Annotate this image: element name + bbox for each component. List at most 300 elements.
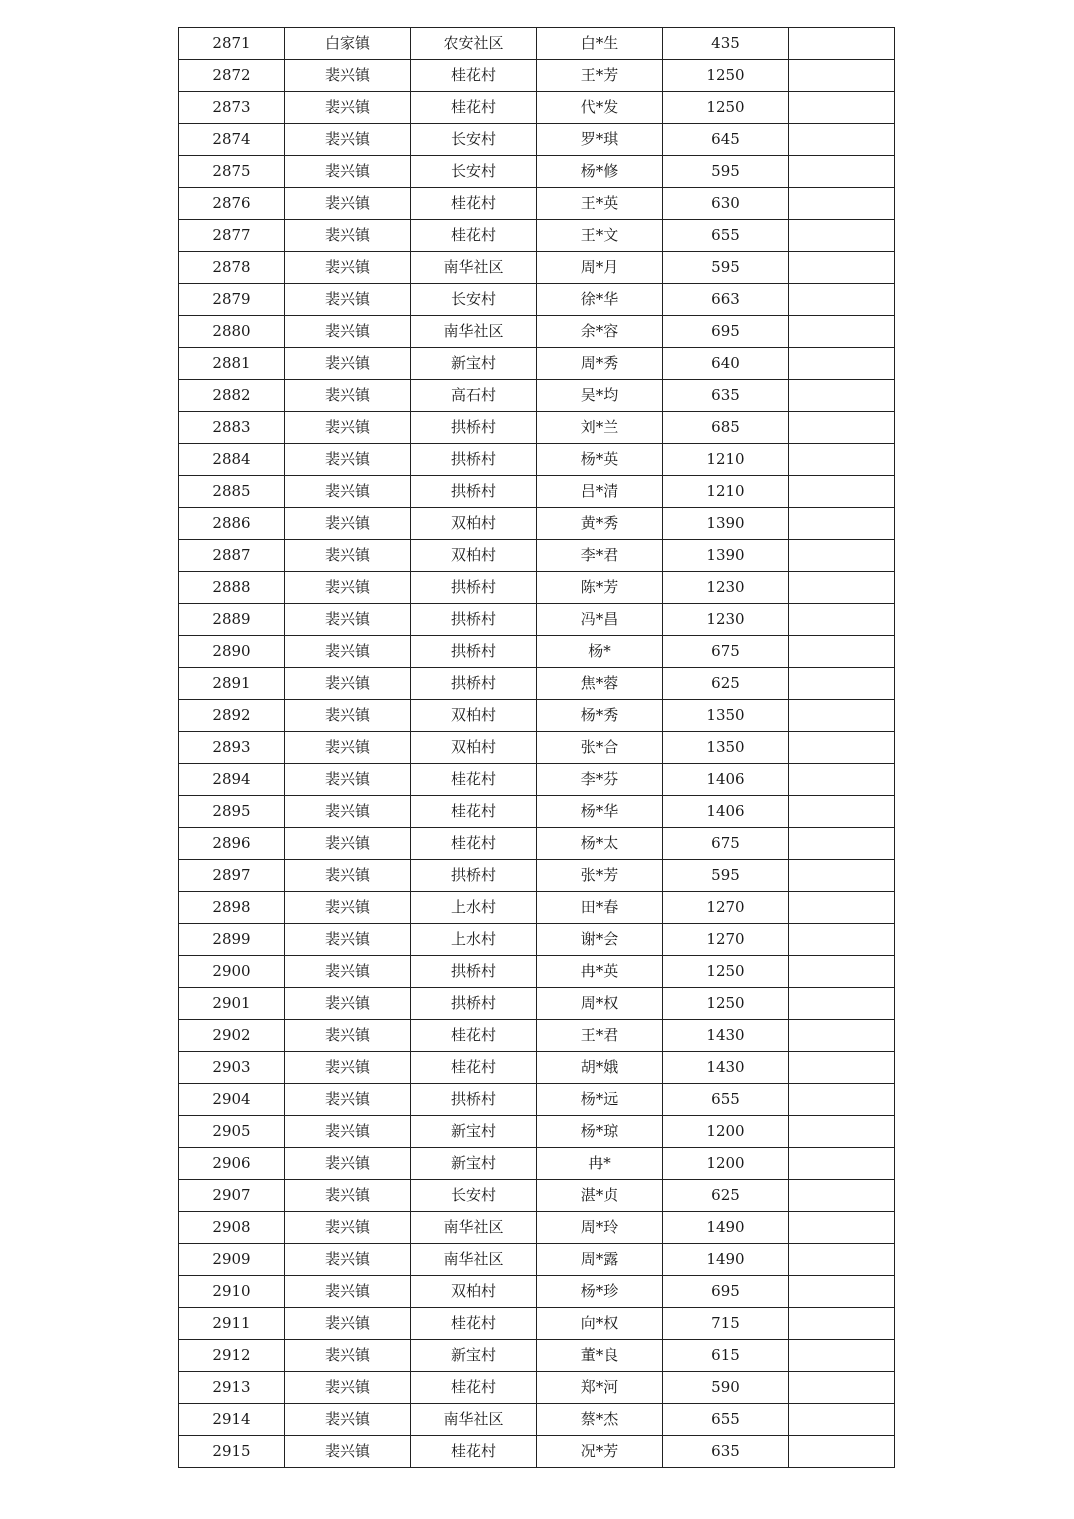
table-row bbox=[179, 924, 895, 956]
table-row bbox=[179, 444, 895, 476]
cell-serial-number: 2897 bbox=[179, 860, 285, 892]
cell-serial-number: 2889 bbox=[179, 604, 285, 636]
cell-village: 拱桥村 bbox=[411, 668, 537, 700]
cell-amount: 635 bbox=[663, 1436, 789, 1468]
table-row bbox=[179, 604, 895, 636]
cell-note bbox=[789, 252, 895, 284]
cell-town: 裴兴镇 bbox=[285, 1404, 411, 1436]
table-row bbox=[179, 668, 895, 700]
cell-village: 南华社区 bbox=[411, 316, 537, 348]
cell-amount: 595 bbox=[663, 860, 789, 892]
cell-note bbox=[789, 476, 895, 508]
cell-name: 徐*华 bbox=[537, 284, 663, 316]
cell-note bbox=[789, 28, 895, 60]
cell-serial-number: 2874 bbox=[179, 124, 285, 156]
cell-note bbox=[789, 1052, 895, 1084]
cell-amount: 1250 bbox=[663, 956, 789, 988]
cell-note bbox=[789, 924, 895, 956]
cell-name: 焦*蓉 bbox=[537, 668, 663, 700]
table-row bbox=[179, 1340, 895, 1372]
cell-amount: 590 bbox=[663, 1372, 789, 1404]
cell-note bbox=[789, 860, 895, 892]
cell-serial-number: 2915 bbox=[179, 1436, 285, 1468]
cell-note bbox=[789, 1404, 895, 1436]
cell-note bbox=[789, 444, 895, 476]
cell-village: 拱桥村 bbox=[411, 444, 537, 476]
cell-serial-number: 2913 bbox=[179, 1372, 285, 1404]
cell-town: 裴兴镇 bbox=[285, 1052, 411, 1084]
cell-note bbox=[789, 1212, 895, 1244]
table-row bbox=[179, 412, 895, 444]
cell-town: 裴兴镇 bbox=[285, 1116, 411, 1148]
cell-village: 桂花村 bbox=[411, 188, 537, 220]
cell-town: 裴兴镇 bbox=[285, 988, 411, 1020]
cell-name: 罗*琪 bbox=[537, 124, 663, 156]
cell-serial-number: 2886 bbox=[179, 508, 285, 540]
cell-name: 冉* bbox=[537, 1148, 663, 1180]
cell-amount: 1230 bbox=[663, 572, 789, 604]
cell-serial-number: 2888 bbox=[179, 572, 285, 604]
cell-amount: 1350 bbox=[663, 732, 789, 764]
cell-note bbox=[789, 316, 895, 348]
cell-note bbox=[789, 156, 895, 188]
cell-name: 杨*秀 bbox=[537, 700, 663, 732]
cell-village: 农安社区 bbox=[411, 28, 537, 60]
cell-name: 田*春 bbox=[537, 892, 663, 924]
cell-town: 裴兴镇 bbox=[285, 1308, 411, 1340]
cell-town: 裴兴镇 bbox=[285, 1244, 411, 1276]
cell-serial-number: 2871 bbox=[179, 28, 285, 60]
cell-amount: 1210 bbox=[663, 476, 789, 508]
cell-amount: 1490 bbox=[663, 1244, 789, 1276]
cell-serial-number: 2872 bbox=[179, 60, 285, 92]
cell-note bbox=[789, 796, 895, 828]
cell-amount: 630 bbox=[663, 188, 789, 220]
cell-note bbox=[789, 1116, 895, 1148]
cell-serial-number: 2910 bbox=[179, 1276, 285, 1308]
cell-note bbox=[789, 988, 895, 1020]
cell-amount: 695 bbox=[663, 1276, 789, 1308]
cell-note bbox=[789, 124, 895, 156]
cell-amount: 675 bbox=[663, 828, 789, 860]
cell-name: 代*发 bbox=[537, 92, 663, 124]
cell-note bbox=[789, 1340, 895, 1372]
cell-amount: 1430 bbox=[663, 1052, 789, 1084]
cell-note bbox=[789, 668, 895, 700]
cell-name: 谢*会 bbox=[537, 924, 663, 956]
cell-amount: 1210 bbox=[663, 444, 789, 476]
table-row bbox=[179, 476, 895, 508]
cell-serial-number: 2906 bbox=[179, 1148, 285, 1180]
table-row bbox=[179, 380, 895, 412]
cell-name: 向*权 bbox=[537, 1308, 663, 1340]
cell-town: 裴兴镇 bbox=[285, 636, 411, 668]
cell-town: 裴兴镇 bbox=[285, 572, 411, 604]
cell-name: 冯*昌 bbox=[537, 604, 663, 636]
cell-note bbox=[789, 604, 895, 636]
cell-serial-number: 2885 bbox=[179, 476, 285, 508]
cell-name: 湛*贞 bbox=[537, 1180, 663, 1212]
cell-amount: 1250 bbox=[663, 988, 789, 1020]
cell-name: 况*芳 bbox=[537, 1436, 663, 1468]
cell-serial-number: 2882 bbox=[179, 380, 285, 412]
cell-town: 裴兴镇 bbox=[285, 540, 411, 572]
cell-serial-number: 2905 bbox=[179, 1116, 285, 1148]
cell-note bbox=[789, 892, 895, 924]
cell-village: 南华社区 bbox=[411, 252, 537, 284]
cell-serial-number: 2887 bbox=[179, 540, 285, 572]
table-row bbox=[179, 1436, 895, 1468]
cell-name: 王*芳 bbox=[537, 60, 663, 92]
cell-note bbox=[789, 1084, 895, 1116]
cell-note bbox=[789, 732, 895, 764]
cell-amount: 1250 bbox=[663, 60, 789, 92]
cell-amount: 655 bbox=[663, 220, 789, 252]
cell-town: 裴兴镇 bbox=[285, 1436, 411, 1468]
cell-amount: 1430 bbox=[663, 1020, 789, 1052]
cell-village: 双柏村 bbox=[411, 508, 537, 540]
table-row bbox=[179, 28, 895, 60]
cell-town: 裴兴镇 bbox=[285, 1148, 411, 1180]
cell-amount: 1390 bbox=[663, 540, 789, 572]
cell-note bbox=[789, 92, 895, 124]
table-row bbox=[179, 796, 895, 828]
cell-amount: 625 bbox=[663, 668, 789, 700]
cell-town: 裴兴镇 bbox=[285, 732, 411, 764]
cell-name: 冉*英 bbox=[537, 956, 663, 988]
cell-amount: 675 bbox=[663, 636, 789, 668]
cell-town: 裴兴镇 bbox=[285, 1372, 411, 1404]
cell-amount: 655 bbox=[663, 1084, 789, 1116]
cell-serial-number: 2875 bbox=[179, 156, 285, 188]
cell-town: 裴兴镇 bbox=[285, 604, 411, 636]
table-row bbox=[179, 892, 895, 924]
cell-town: 裴兴镇 bbox=[285, 1340, 411, 1372]
cell-town: 裴兴镇 bbox=[285, 316, 411, 348]
cell-name: 白*生 bbox=[537, 28, 663, 60]
cell-name: 吴*均 bbox=[537, 380, 663, 412]
cell-name: 杨*修 bbox=[537, 156, 663, 188]
cell-name: 周*权 bbox=[537, 988, 663, 1020]
cell-note bbox=[789, 1148, 895, 1180]
table-row bbox=[179, 764, 895, 796]
cell-name: 杨*珍 bbox=[537, 1276, 663, 1308]
cell-serial-number: 2909 bbox=[179, 1244, 285, 1276]
table-row bbox=[179, 1276, 895, 1308]
cell-village: 桂花村 bbox=[411, 220, 537, 252]
cell-village: 拱桥村 bbox=[411, 956, 537, 988]
cell-town: 裴兴镇 bbox=[285, 60, 411, 92]
table-row bbox=[179, 700, 895, 732]
cell-amount: 595 bbox=[663, 156, 789, 188]
cell-amount: 595 bbox=[663, 252, 789, 284]
cell-village: 桂花村 bbox=[411, 92, 537, 124]
cell-amount: 625 bbox=[663, 1180, 789, 1212]
cell-village: 长安村 bbox=[411, 156, 537, 188]
table-row bbox=[179, 1148, 895, 1180]
cell-village: 南华社区 bbox=[411, 1212, 537, 1244]
cell-name: 黄*秀 bbox=[537, 508, 663, 540]
cell-village: 新宝村 bbox=[411, 1340, 537, 1372]
cell-amount: 635 bbox=[663, 380, 789, 412]
cell-name: 陈*芳 bbox=[537, 572, 663, 604]
cell-serial-number: 2912 bbox=[179, 1340, 285, 1372]
roster-table-body bbox=[179, 28, 895, 1468]
cell-serial-number: 2892 bbox=[179, 700, 285, 732]
cell-town: 裴兴镇 bbox=[285, 124, 411, 156]
cell-note bbox=[789, 1372, 895, 1404]
cell-serial-number: 2895 bbox=[179, 796, 285, 828]
cell-amount: 1270 bbox=[663, 924, 789, 956]
cell-town: 裴兴镇 bbox=[285, 700, 411, 732]
cell-serial-number: 2903 bbox=[179, 1052, 285, 1084]
cell-amount: 645 bbox=[663, 124, 789, 156]
cell-village: 拱桥村 bbox=[411, 604, 537, 636]
cell-village: 桂花村 bbox=[411, 1308, 537, 1340]
cell-name: 杨*远 bbox=[537, 1084, 663, 1116]
cell-name: 刘*兰 bbox=[537, 412, 663, 444]
table-row bbox=[179, 508, 895, 540]
cell-serial-number: 2904 bbox=[179, 1084, 285, 1116]
cell-town: 裴兴镇 bbox=[285, 1212, 411, 1244]
cell-village: 拱桥村 bbox=[411, 988, 537, 1020]
cell-town: 裴兴镇 bbox=[285, 220, 411, 252]
table-row bbox=[179, 348, 895, 380]
cell-amount: 1350 bbox=[663, 700, 789, 732]
cell-serial-number: 2914 bbox=[179, 1404, 285, 1436]
cell-amount: 1490 bbox=[663, 1212, 789, 1244]
cell-name: 董*良 bbox=[537, 1340, 663, 1372]
cell-town: 裴兴镇 bbox=[285, 412, 411, 444]
cell-name: 周*月 bbox=[537, 252, 663, 284]
cell-amount: 435 bbox=[663, 28, 789, 60]
cell-amount: 685 bbox=[663, 412, 789, 444]
cell-note bbox=[789, 956, 895, 988]
cell-village: 桂花村 bbox=[411, 60, 537, 92]
cell-name: 周*秀 bbox=[537, 348, 663, 380]
cell-village: 双柏村 bbox=[411, 700, 537, 732]
cell-serial-number: 2877 bbox=[179, 220, 285, 252]
cell-serial-number: 2873 bbox=[179, 92, 285, 124]
cell-name: 杨*太 bbox=[537, 828, 663, 860]
cell-village: 上水村 bbox=[411, 924, 537, 956]
cell-serial-number: 2890 bbox=[179, 636, 285, 668]
cell-amount: 615 bbox=[663, 1340, 789, 1372]
cell-name: 胡*娥 bbox=[537, 1052, 663, 1084]
cell-note bbox=[789, 284, 895, 316]
cell-note bbox=[789, 412, 895, 444]
cell-amount: 1406 bbox=[663, 796, 789, 828]
cell-name: 杨*华 bbox=[537, 796, 663, 828]
cell-amount: 1200 bbox=[663, 1148, 789, 1180]
cell-amount: 695 bbox=[663, 316, 789, 348]
cell-amount: 1200 bbox=[663, 1116, 789, 1148]
cell-serial-number: 2907 bbox=[179, 1180, 285, 1212]
cell-village: 长安村 bbox=[411, 284, 537, 316]
cell-note bbox=[789, 1436, 895, 1468]
cell-village: 上水村 bbox=[411, 892, 537, 924]
cell-note bbox=[789, 1276, 895, 1308]
cell-note bbox=[789, 348, 895, 380]
cell-note bbox=[789, 1244, 895, 1276]
cell-town: 裴兴镇 bbox=[285, 1180, 411, 1212]
cell-serial-number: 2911 bbox=[179, 1308, 285, 1340]
table-row bbox=[179, 828, 895, 860]
cell-village: 南华社区 bbox=[411, 1404, 537, 1436]
cell-town: 裴兴镇 bbox=[285, 892, 411, 924]
cell-name: 周*露 bbox=[537, 1244, 663, 1276]
cell-amount: 1390 bbox=[663, 508, 789, 540]
cell-village: 拱桥村 bbox=[411, 476, 537, 508]
cell-town: 裴兴镇 bbox=[285, 508, 411, 540]
cell-serial-number: 2898 bbox=[179, 892, 285, 924]
cell-village: 长安村 bbox=[411, 124, 537, 156]
cell-village: 长安村 bbox=[411, 1180, 537, 1212]
cell-village: 高石村 bbox=[411, 380, 537, 412]
table-row bbox=[179, 1116, 895, 1148]
table-row bbox=[179, 156, 895, 188]
cell-village: 拱桥村 bbox=[411, 572, 537, 604]
table-row bbox=[179, 1372, 895, 1404]
cell-note bbox=[789, 764, 895, 796]
table-row bbox=[179, 988, 895, 1020]
table-row bbox=[179, 860, 895, 892]
cell-name: 蔡*杰 bbox=[537, 1404, 663, 1436]
cell-village: 新宝村 bbox=[411, 1148, 537, 1180]
cell-name: 王*君 bbox=[537, 1020, 663, 1052]
cell-village: 桂花村 bbox=[411, 1372, 537, 1404]
cell-serial-number: 2876 bbox=[179, 188, 285, 220]
cell-village: 拱桥村 bbox=[411, 412, 537, 444]
table-row bbox=[179, 92, 895, 124]
cell-village: 桂花村 bbox=[411, 764, 537, 796]
cell-note bbox=[789, 220, 895, 252]
table-row bbox=[179, 636, 895, 668]
cell-serial-number: 2881 bbox=[179, 348, 285, 380]
document-page bbox=[178, 27, 894, 1468]
cell-amount: 1270 bbox=[663, 892, 789, 924]
cell-town: 裴兴镇 bbox=[285, 860, 411, 892]
cell-note bbox=[789, 1308, 895, 1340]
cell-village: 拱桥村 bbox=[411, 1084, 537, 1116]
cell-town: 裴兴镇 bbox=[285, 92, 411, 124]
cell-town: 裴兴镇 bbox=[285, 668, 411, 700]
table-row bbox=[179, 1020, 895, 1052]
cell-note bbox=[789, 540, 895, 572]
cell-name: 李*芬 bbox=[537, 764, 663, 796]
cell-note bbox=[789, 572, 895, 604]
cell-name: 王*英 bbox=[537, 188, 663, 220]
table-row bbox=[179, 732, 895, 764]
cell-name: 张*合 bbox=[537, 732, 663, 764]
table-row bbox=[179, 956, 895, 988]
cell-village: 南华社区 bbox=[411, 1244, 537, 1276]
cell-serial-number: 2884 bbox=[179, 444, 285, 476]
cell-note bbox=[789, 60, 895, 92]
cell-town: 裴兴镇 bbox=[285, 188, 411, 220]
cell-name: 杨*英 bbox=[537, 444, 663, 476]
cell-town: 裴兴镇 bbox=[285, 476, 411, 508]
cell-village: 新宝村 bbox=[411, 348, 537, 380]
cell-town: 白家镇 bbox=[285, 28, 411, 60]
cell-serial-number: 2896 bbox=[179, 828, 285, 860]
cell-town: 裴兴镇 bbox=[285, 1020, 411, 1052]
cell-name: 杨* bbox=[537, 636, 663, 668]
cell-note bbox=[789, 700, 895, 732]
cell-town: 裴兴镇 bbox=[285, 796, 411, 828]
table-row bbox=[179, 1212, 895, 1244]
cell-note bbox=[789, 188, 895, 220]
cell-amount: 1250 bbox=[663, 92, 789, 124]
cell-town: 裴兴镇 bbox=[285, 924, 411, 956]
cell-name: 余*容 bbox=[537, 316, 663, 348]
cell-village: 桂花村 bbox=[411, 1020, 537, 1052]
cell-serial-number: 2894 bbox=[179, 764, 285, 796]
cell-village: 拱桥村 bbox=[411, 860, 537, 892]
cell-serial-number: 2899 bbox=[179, 924, 285, 956]
cell-town: 裴兴镇 bbox=[285, 348, 411, 380]
table-row bbox=[179, 60, 895, 92]
cell-note bbox=[789, 508, 895, 540]
cell-amount: 1406 bbox=[663, 764, 789, 796]
cell-name: 杨*琼 bbox=[537, 1116, 663, 1148]
cell-town: 裴兴镇 bbox=[285, 828, 411, 860]
cell-town: 裴兴镇 bbox=[285, 252, 411, 284]
cell-serial-number: 2908 bbox=[179, 1212, 285, 1244]
cell-name: 张*芳 bbox=[537, 860, 663, 892]
roster-table bbox=[178, 27, 895, 1468]
cell-serial-number: 2893 bbox=[179, 732, 285, 764]
cell-village: 双柏村 bbox=[411, 540, 537, 572]
cell-town: 裴兴镇 bbox=[285, 764, 411, 796]
cell-name: 周*玲 bbox=[537, 1212, 663, 1244]
table-row bbox=[179, 1180, 895, 1212]
table-row bbox=[179, 1308, 895, 1340]
cell-name: 王*文 bbox=[537, 220, 663, 252]
cell-amount: 663 bbox=[663, 284, 789, 316]
cell-village: 双柏村 bbox=[411, 1276, 537, 1308]
table-row bbox=[179, 188, 895, 220]
cell-note bbox=[789, 1180, 895, 1212]
cell-village: 新宝村 bbox=[411, 1116, 537, 1148]
cell-serial-number: 2879 bbox=[179, 284, 285, 316]
cell-town: 裴兴镇 bbox=[285, 444, 411, 476]
table-row bbox=[179, 1052, 895, 1084]
cell-serial-number: 2902 bbox=[179, 1020, 285, 1052]
cell-village: 桂花村 bbox=[411, 828, 537, 860]
table-row bbox=[179, 252, 895, 284]
table-row bbox=[179, 284, 895, 316]
cell-name: 郑*河 bbox=[537, 1372, 663, 1404]
cell-town: 裴兴镇 bbox=[285, 1276, 411, 1308]
table-row bbox=[179, 1404, 895, 1436]
cell-serial-number: 2878 bbox=[179, 252, 285, 284]
cell-village: 桂花村 bbox=[411, 796, 537, 828]
cell-note bbox=[789, 828, 895, 860]
cell-village: 桂花村 bbox=[411, 1436, 537, 1468]
cell-town: 裴兴镇 bbox=[285, 284, 411, 316]
cell-town: 裴兴镇 bbox=[285, 156, 411, 188]
cell-name: 吕*清 bbox=[537, 476, 663, 508]
cell-town: 裴兴镇 bbox=[285, 1084, 411, 1116]
cell-village: 双柏村 bbox=[411, 732, 537, 764]
cell-amount: 1230 bbox=[663, 604, 789, 636]
cell-village: 桂花村 bbox=[411, 1052, 537, 1084]
cell-serial-number: 2901 bbox=[179, 988, 285, 1020]
table-row bbox=[179, 1244, 895, 1276]
table-row bbox=[179, 316, 895, 348]
cell-amount: 640 bbox=[663, 348, 789, 380]
